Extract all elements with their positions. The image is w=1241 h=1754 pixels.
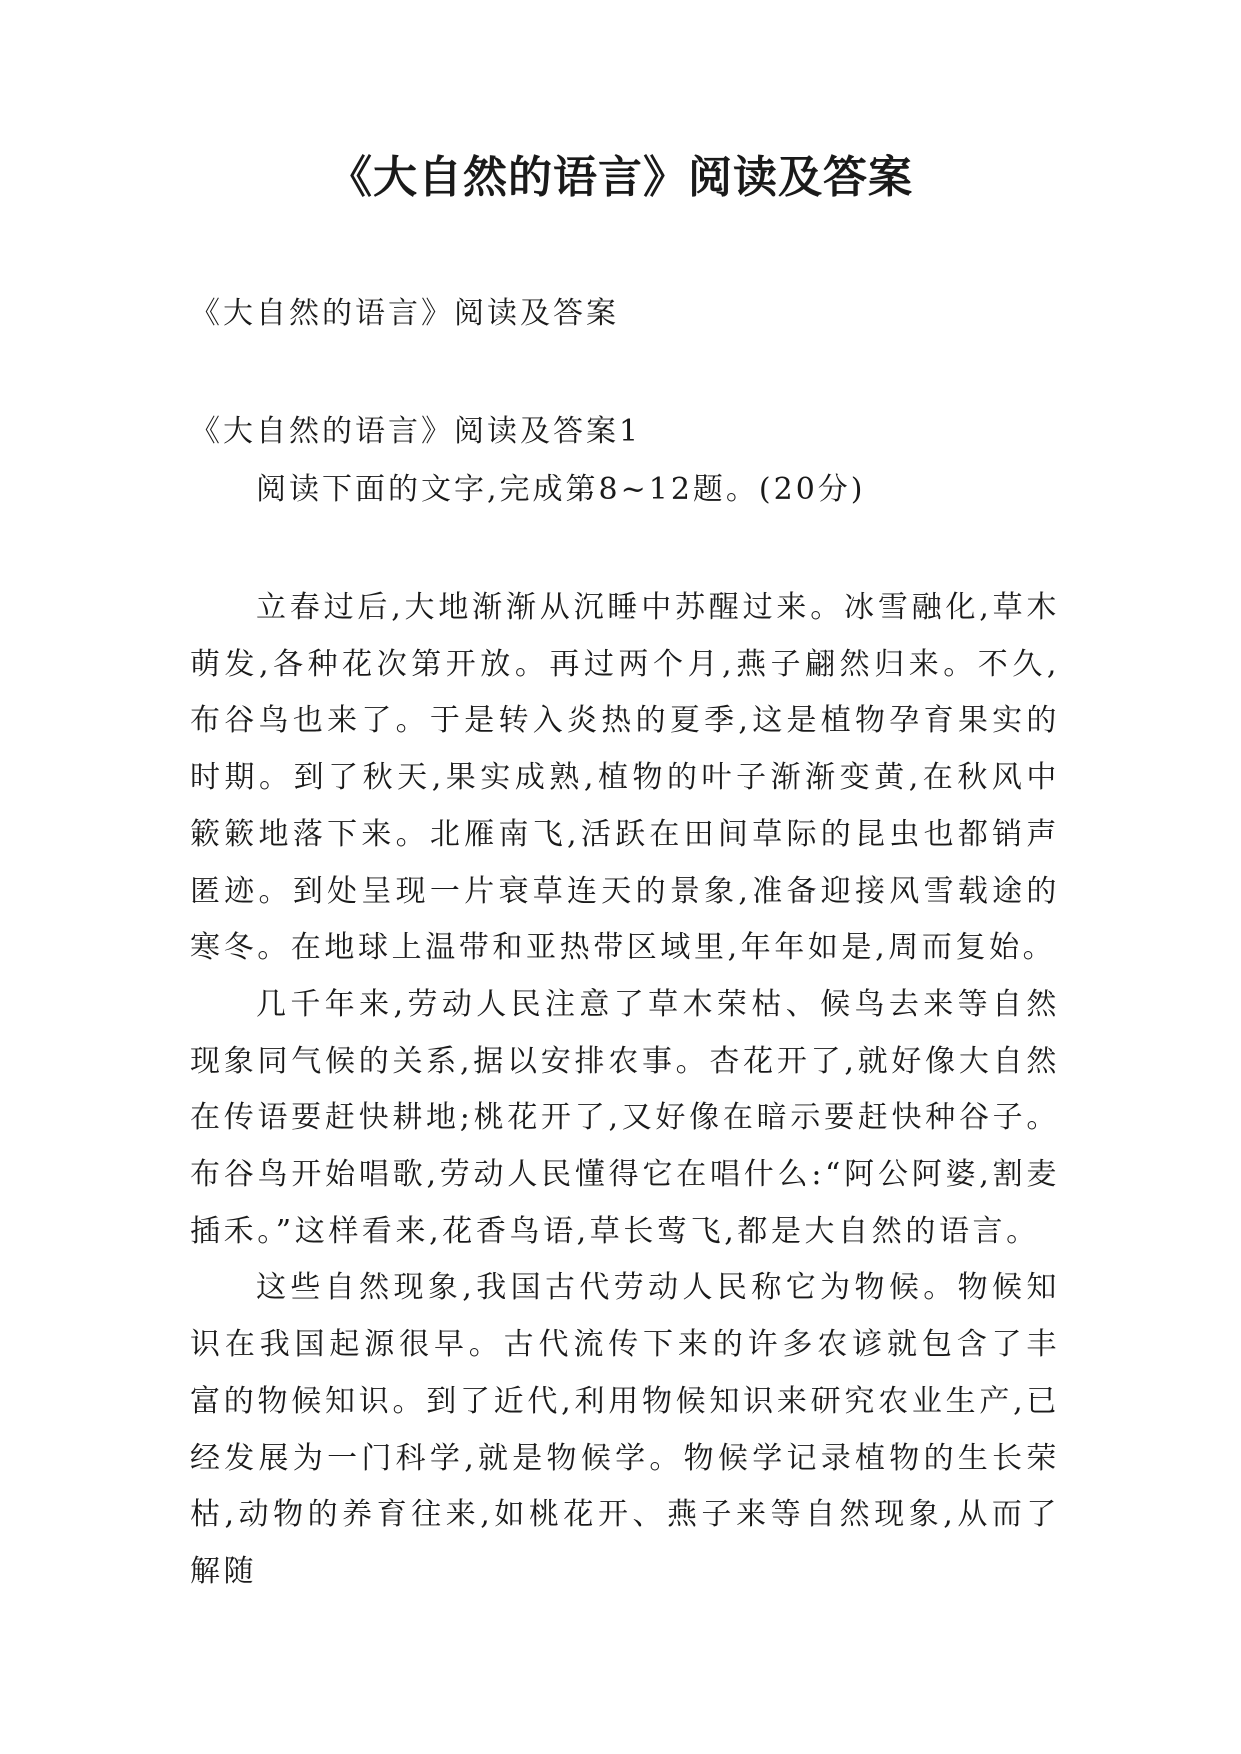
passage-paragraph-3: 这些自然现象,我国古代劳动人民称它为物候。物候知识在我国起源很早。古代流传下来的许多农谚就包含了丰富的物候知识。到了近代,利用物候知识来研究农业生产,已经发展为一门科学,就是物候学。物候学记录植物的生长荣枯,动物的养育往来,如桃花开、燕子来等自然现象,从而了解随 [190, 1270, 1060, 1589]
passage-paragraph-1: 立春过后,大地渐渐从沉睡中苏醒过来。冰雪融化,草木萌发,各种花次第开放。再过两个月,燕子翩然归来。不久,布谷鸟也来了。于是转入炎热的夏季,这是植物孕育果实的时期。到了秋天,果实成熟,植物的叶子渐渐变黄,在秋风中簌簌地落下来。北雁南飞,活跃在田间草际的昆虫也都销声匿迹。到处呈现一片衰草连天的景象,准备迎接风雪载途的寒冬。在地球上温带和亚热带区域里,年年如是,周而复始。 [190, 590, 1060, 966]
passage-body [190, 580, 1060, 1601]
section-heading: 《大自然的语言》阅读及答案1 [190, 414, 642, 449]
document-title: 《大自然的语言》阅读及答案 [328, 152, 913, 203]
reading-instruction: 阅读下面的文字,完成第8~12题。(20分) [256, 472, 866, 507]
document-subtitle: 《大自然的语言》阅读及答案 [190, 296, 619, 331]
passage-paragraph-2: 几千年来,劳动人民注意了草木荣枯、候鸟去来等自然现象同气候的关系,据以安排农事。杏花开了,就好像大自然在传语要赶快耕地;桃花开了,又好像在暗示要赶快种谷子。布谷鸟开始唱歌,劳动人民懂得它在唱什么:“阿公阿婆,割麦插禾。”这样看来,花香鸟语,草长莺飞,都是大自然的语言。 [190, 986, 1060, 1249]
